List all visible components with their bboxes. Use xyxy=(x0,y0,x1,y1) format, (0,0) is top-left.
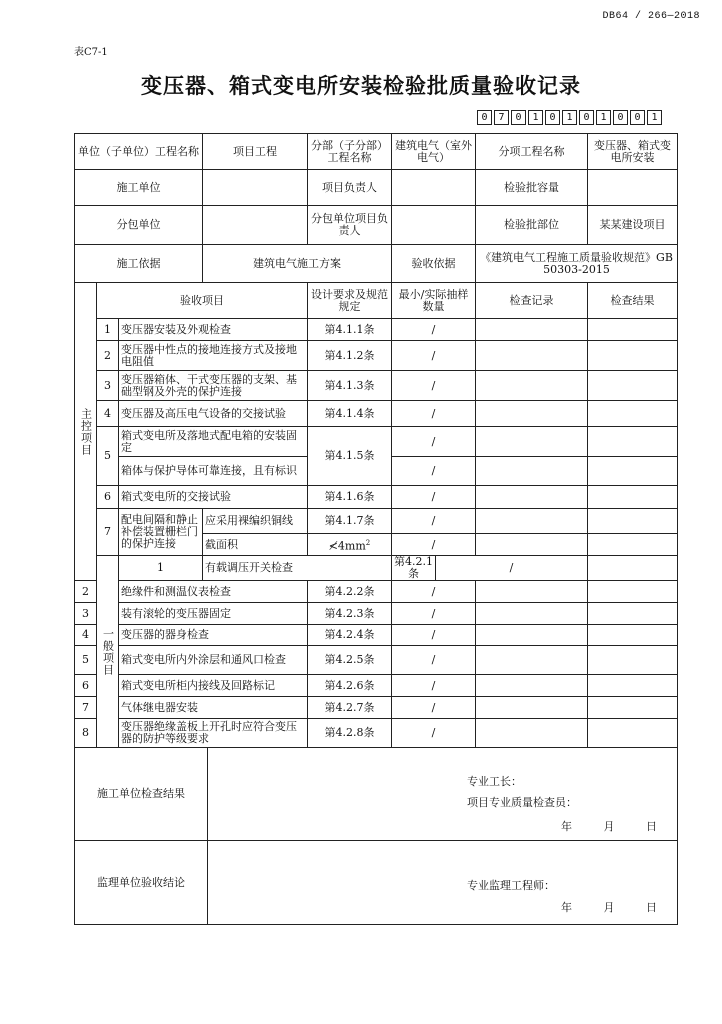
inspection-record-table xyxy=(74,133,678,925)
item-text: 配电间隔和静止补偿装置栅栏门的保护连接 xyxy=(119,509,203,556)
item-number: 1 xyxy=(119,556,203,581)
item-result[interactable] xyxy=(588,427,678,457)
item-sample: / xyxy=(392,371,476,401)
part-label: 检验批部位 xyxy=(476,206,588,245)
item-result[interactable] xyxy=(588,371,678,401)
builder-signoff-row xyxy=(75,748,678,841)
item-spec: 第4.2.8条 xyxy=(308,719,392,748)
item-text: 变压器安装及外观检查 xyxy=(119,319,308,341)
division-value: 建筑电气（室外电气） xyxy=(392,134,476,170)
item-result[interactable] xyxy=(588,625,678,646)
item-record[interactable] xyxy=(476,625,588,646)
item-sample: / xyxy=(392,319,476,341)
sub-pm-label: 分包单位项目负责人 xyxy=(308,206,392,245)
item-text: 箱式变电所内外涂层和通风口检查 xyxy=(119,646,308,675)
item-spec: 第4.2.7条 xyxy=(308,697,392,719)
item-spec: 第4.2.3条 xyxy=(308,603,392,625)
table-row xyxy=(75,675,678,697)
item-text: 箱式变电所及落地式配电箱的安装固定 xyxy=(119,427,308,457)
item-result[interactable] xyxy=(588,341,678,371)
item-spec: 第4.2.6条 xyxy=(308,675,392,697)
item-sample: / xyxy=(392,509,476,534)
item-sample: / xyxy=(392,603,476,625)
supervisor-date: 年 月 日 xyxy=(561,901,671,914)
item-sample: / xyxy=(392,427,476,457)
item-sample: / xyxy=(392,646,476,675)
subitem-label: 分项工程名称 xyxy=(476,134,588,170)
item-spec xyxy=(308,534,392,556)
item-record[interactable] xyxy=(476,427,588,457)
code-digit: 0 xyxy=(477,110,492,125)
item-sample: / xyxy=(392,581,476,603)
item-record[interactable] xyxy=(588,556,678,581)
code-digit: 0 xyxy=(579,110,594,125)
item-result[interactable] xyxy=(588,486,678,509)
column-item: 验收项目 xyxy=(97,283,308,319)
item-record[interactable] xyxy=(476,319,588,341)
inspector-label: 项目专业质量检查员： xyxy=(467,796,577,809)
item-sample: / xyxy=(392,625,476,646)
item-number: 7 xyxy=(97,509,119,556)
item-subtext: 应采用裸编织铜线 xyxy=(203,509,308,534)
info-row-unit xyxy=(75,134,678,170)
item-number: 3 xyxy=(97,371,119,401)
code-digit: 1 xyxy=(647,110,662,125)
table-row xyxy=(75,401,678,427)
division-label: 分部（子分部）工程名称 xyxy=(308,134,392,170)
subcontractor-label: 分包单位 xyxy=(75,206,203,245)
item-text: 有载调压开关检查 xyxy=(203,556,392,581)
item-number: 8 xyxy=(75,719,97,748)
item-spec: 第4.1.7条 xyxy=(308,509,392,534)
item-record[interactable] xyxy=(476,697,588,719)
item-spec: 第4.1.3条 xyxy=(308,371,392,401)
code-digit: 0 xyxy=(545,110,560,125)
column-design: 设计要求及规范规定 xyxy=(308,283,392,319)
foreman-label: 专业工长： xyxy=(467,775,522,788)
acceptance-label: 验收依据 xyxy=(392,245,476,283)
builder-label: 施工单位 xyxy=(75,170,203,206)
item-sample: / xyxy=(392,697,476,719)
table-row xyxy=(75,625,678,646)
page-title: 变压器、箱式变电所安装检验批质量验收记录 xyxy=(141,74,581,98)
table-row xyxy=(75,646,678,675)
item-result[interactable] xyxy=(588,457,678,486)
item-text: 变压器的器身检查 xyxy=(119,625,308,646)
sub-pm-value[interactable] xyxy=(392,206,476,245)
item-result[interactable] xyxy=(588,603,678,625)
record-code-boxes xyxy=(477,110,664,125)
basis-label: 施工依据 xyxy=(75,245,203,283)
table-row xyxy=(75,427,678,457)
table-number: 表C7-1 xyxy=(74,47,108,58)
item-record[interactable] xyxy=(476,401,588,427)
info-row-builder xyxy=(75,170,678,206)
item-sample: / xyxy=(392,341,476,371)
column-result: 检查结果 xyxy=(588,283,678,319)
item-spec: 第4.1.1条 xyxy=(308,319,392,341)
supervisor-result-label: 监理单位验收结论 xyxy=(75,841,208,925)
supervisor-signoff-area[interactable] xyxy=(208,841,678,925)
item-number: 5 xyxy=(97,427,119,486)
item-spec: 第4.1.4条 xyxy=(308,401,392,427)
table-row xyxy=(75,697,678,719)
item-number: 4 xyxy=(97,401,119,427)
unit-value: 项目工程 xyxy=(203,134,308,170)
item-sample: / xyxy=(392,719,476,748)
pm-label: 项目负责人 xyxy=(308,170,392,206)
item-subtext: 截面积 xyxy=(203,534,308,556)
item-text: 箱式变电所柜内接线及回路标记 xyxy=(119,675,308,697)
column-record: 检查记录 xyxy=(476,283,588,319)
item-number: 7 xyxy=(75,697,97,719)
item-result[interactable] xyxy=(588,509,678,534)
subcontractor-value[interactable] xyxy=(203,206,308,245)
spec-superscript: 2 xyxy=(365,538,371,547)
item-result[interactable] xyxy=(588,675,678,697)
item-number: 6 xyxy=(75,675,97,697)
supervisor-engineer-label: 专业监理工程师： xyxy=(467,879,555,892)
code-digit: 1 xyxy=(528,110,543,125)
code-digit: 1 xyxy=(562,110,577,125)
item-record[interactable] xyxy=(476,371,588,401)
item-text: 装有滚轮的变压器固定 xyxy=(119,603,308,625)
item-record[interactable] xyxy=(476,534,588,556)
item-spec: 第4.2.4条 xyxy=(308,625,392,646)
table-row xyxy=(75,556,678,581)
general-section-label: 一般项目 xyxy=(97,556,119,748)
builder-signoff-area[interactable] xyxy=(208,748,678,841)
capacity-label: 检验批容量 xyxy=(476,170,588,206)
table-row xyxy=(75,581,678,603)
column-sample: 最小/实际抽样数量 xyxy=(392,283,476,319)
table-row xyxy=(75,319,678,341)
builder-date: 年 月 日 xyxy=(561,820,671,833)
item-result[interactable] xyxy=(588,581,678,603)
item-text: 变压器箱体、干式变压器的支架、基础型钢及外壳的保护连接 xyxy=(119,371,308,401)
item-number: 6 xyxy=(97,486,119,509)
item-text: 变压器绝缘盖板上开孔时应符合变压器的防护等级要求 xyxy=(119,719,308,748)
item-record[interactable] xyxy=(476,341,588,371)
column-header-row xyxy=(75,283,678,319)
info-row-subcontractor xyxy=(75,206,678,245)
code-digit: 1 xyxy=(596,110,611,125)
item-spec: 第4.1.6条 xyxy=(308,486,392,509)
table-row xyxy=(75,719,678,748)
item-record[interactable] xyxy=(476,675,588,697)
item-sample: / xyxy=(392,401,476,427)
item-result[interactable] xyxy=(588,319,678,341)
item-number: 4 xyxy=(75,625,97,646)
item-record[interactable] xyxy=(476,603,588,625)
item-number: 2 xyxy=(75,581,97,603)
item-text: 气体继电器安装 xyxy=(119,697,308,719)
code-digit: 7 xyxy=(494,110,509,125)
document-standard-code: DB64 / 266—2018 xyxy=(602,11,700,22)
item-text: 箱式变电所的交接试验 xyxy=(119,486,308,509)
item-sample: / xyxy=(392,457,476,486)
item-spec: 第4.2.5条 xyxy=(308,646,392,675)
item-text: 箱体与保护导体可靠连接，且有标识 xyxy=(119,457,308,486)
item-result[interactable] xyxy=(588,697,678,719)
item-spec: 第4.1.5条 xyxy=(308,427,392,486)
unit-label: 单位（子单位）工程名称 xyxy=(75,134,203,170)
code-digit: 0 xyxy=(613,110,628,125)
table-row xyxy=(75,371,678,401)
item-sample: / xyxy=(392,675,476,697)
table-row xyxy=(75,509,678,534)
pm-value[interactable] xyxy=(392,170,476,206)
item-record[interactable] xyxy=(476,486,588,509)
item-number: 2 xyxy=(97,341,119,371)
item-result[interactable] xyxy=(588,534,678,556)
supervisor-signoff-row xyxy=(75,841,678,925)
item-result[interactable] xyxy=(588,719,678,748)
main-control-section-label: 主控项目 xyxy=(75,283,97,581)
item-record[interactable] xyxy=(476,719,588,748)
capacity-value[interactable] xyxy=(588,170,678,206)
item-result[interactable] xyxy=(588,646,678,675)
item-record[interactable] xyxy=(476,457,588,486)
code-digit: 0 xyxy=(511,110,526,125)
item-text: 绝缘件和测温仪表检查 xyxy=(119,581,308,603)
builder-result-label: 施工单位检查结果 xyxy=(75,748,208,841)
item-record[interactable] xyxy=(476,581,588,603)
item-spec: 第4.1.2条 xyxy=(308,341,392,371)
table-row xyxy=(75,603,678,625)
table-row xyxy=(75,486,678,509)
item-text: 变压器及高压电气设备的交接试验 xyxy=(119,401,308,427)
spec-value: ≮4mm xyxy=(328,539,366,553)
code-digit: 0 xyxy=(630,110,645,125)
item-sample: / xyxy=(392,534,476,556)
item-result[interactable] xyxy=(588,401,678,427)
item-sample: / xyxy=(392,486,476,509)
item-number: 1 xyxy=(97,319,119,341)
basis-value: 建筑电气施工方案 xyxy=(203,245,392,283)
part-value: 某某建设项目 xyxy=(588,206,678,245)
table-row xyxy=(75,341,678,371)
info-row-basis xyxy=(75,245,678,283)
item-spec: 第4.2.2条 xyxy=(308,581,392,603)
item-spec: 第4.2.1条 xyxy=(392,556,436,581)
acceptance-value: 《建筑电气工程施工质量验收规范》GB50303-2015 xyxy=(476,245,678,283)
builder-value[interactable] xyxy=(203,170,308,206)
item-text: 变压器中性点的接地连接方式及接地电阻值 xyxy=(119,341,308,371)
item-record[interactable] xyxy=(476,509,588,534)
item-number: 5 xyxy=(75,646,97,675)
item-number: 3 xyxy=(75,603,97,625)
subitem-value: 变压器、箱式变电所安装 xyxy=(588,134,678,170)
item-record[interactable] xyxy=(476,646,588,675)
item-sample: / xyxy=(436,556,588,581)
